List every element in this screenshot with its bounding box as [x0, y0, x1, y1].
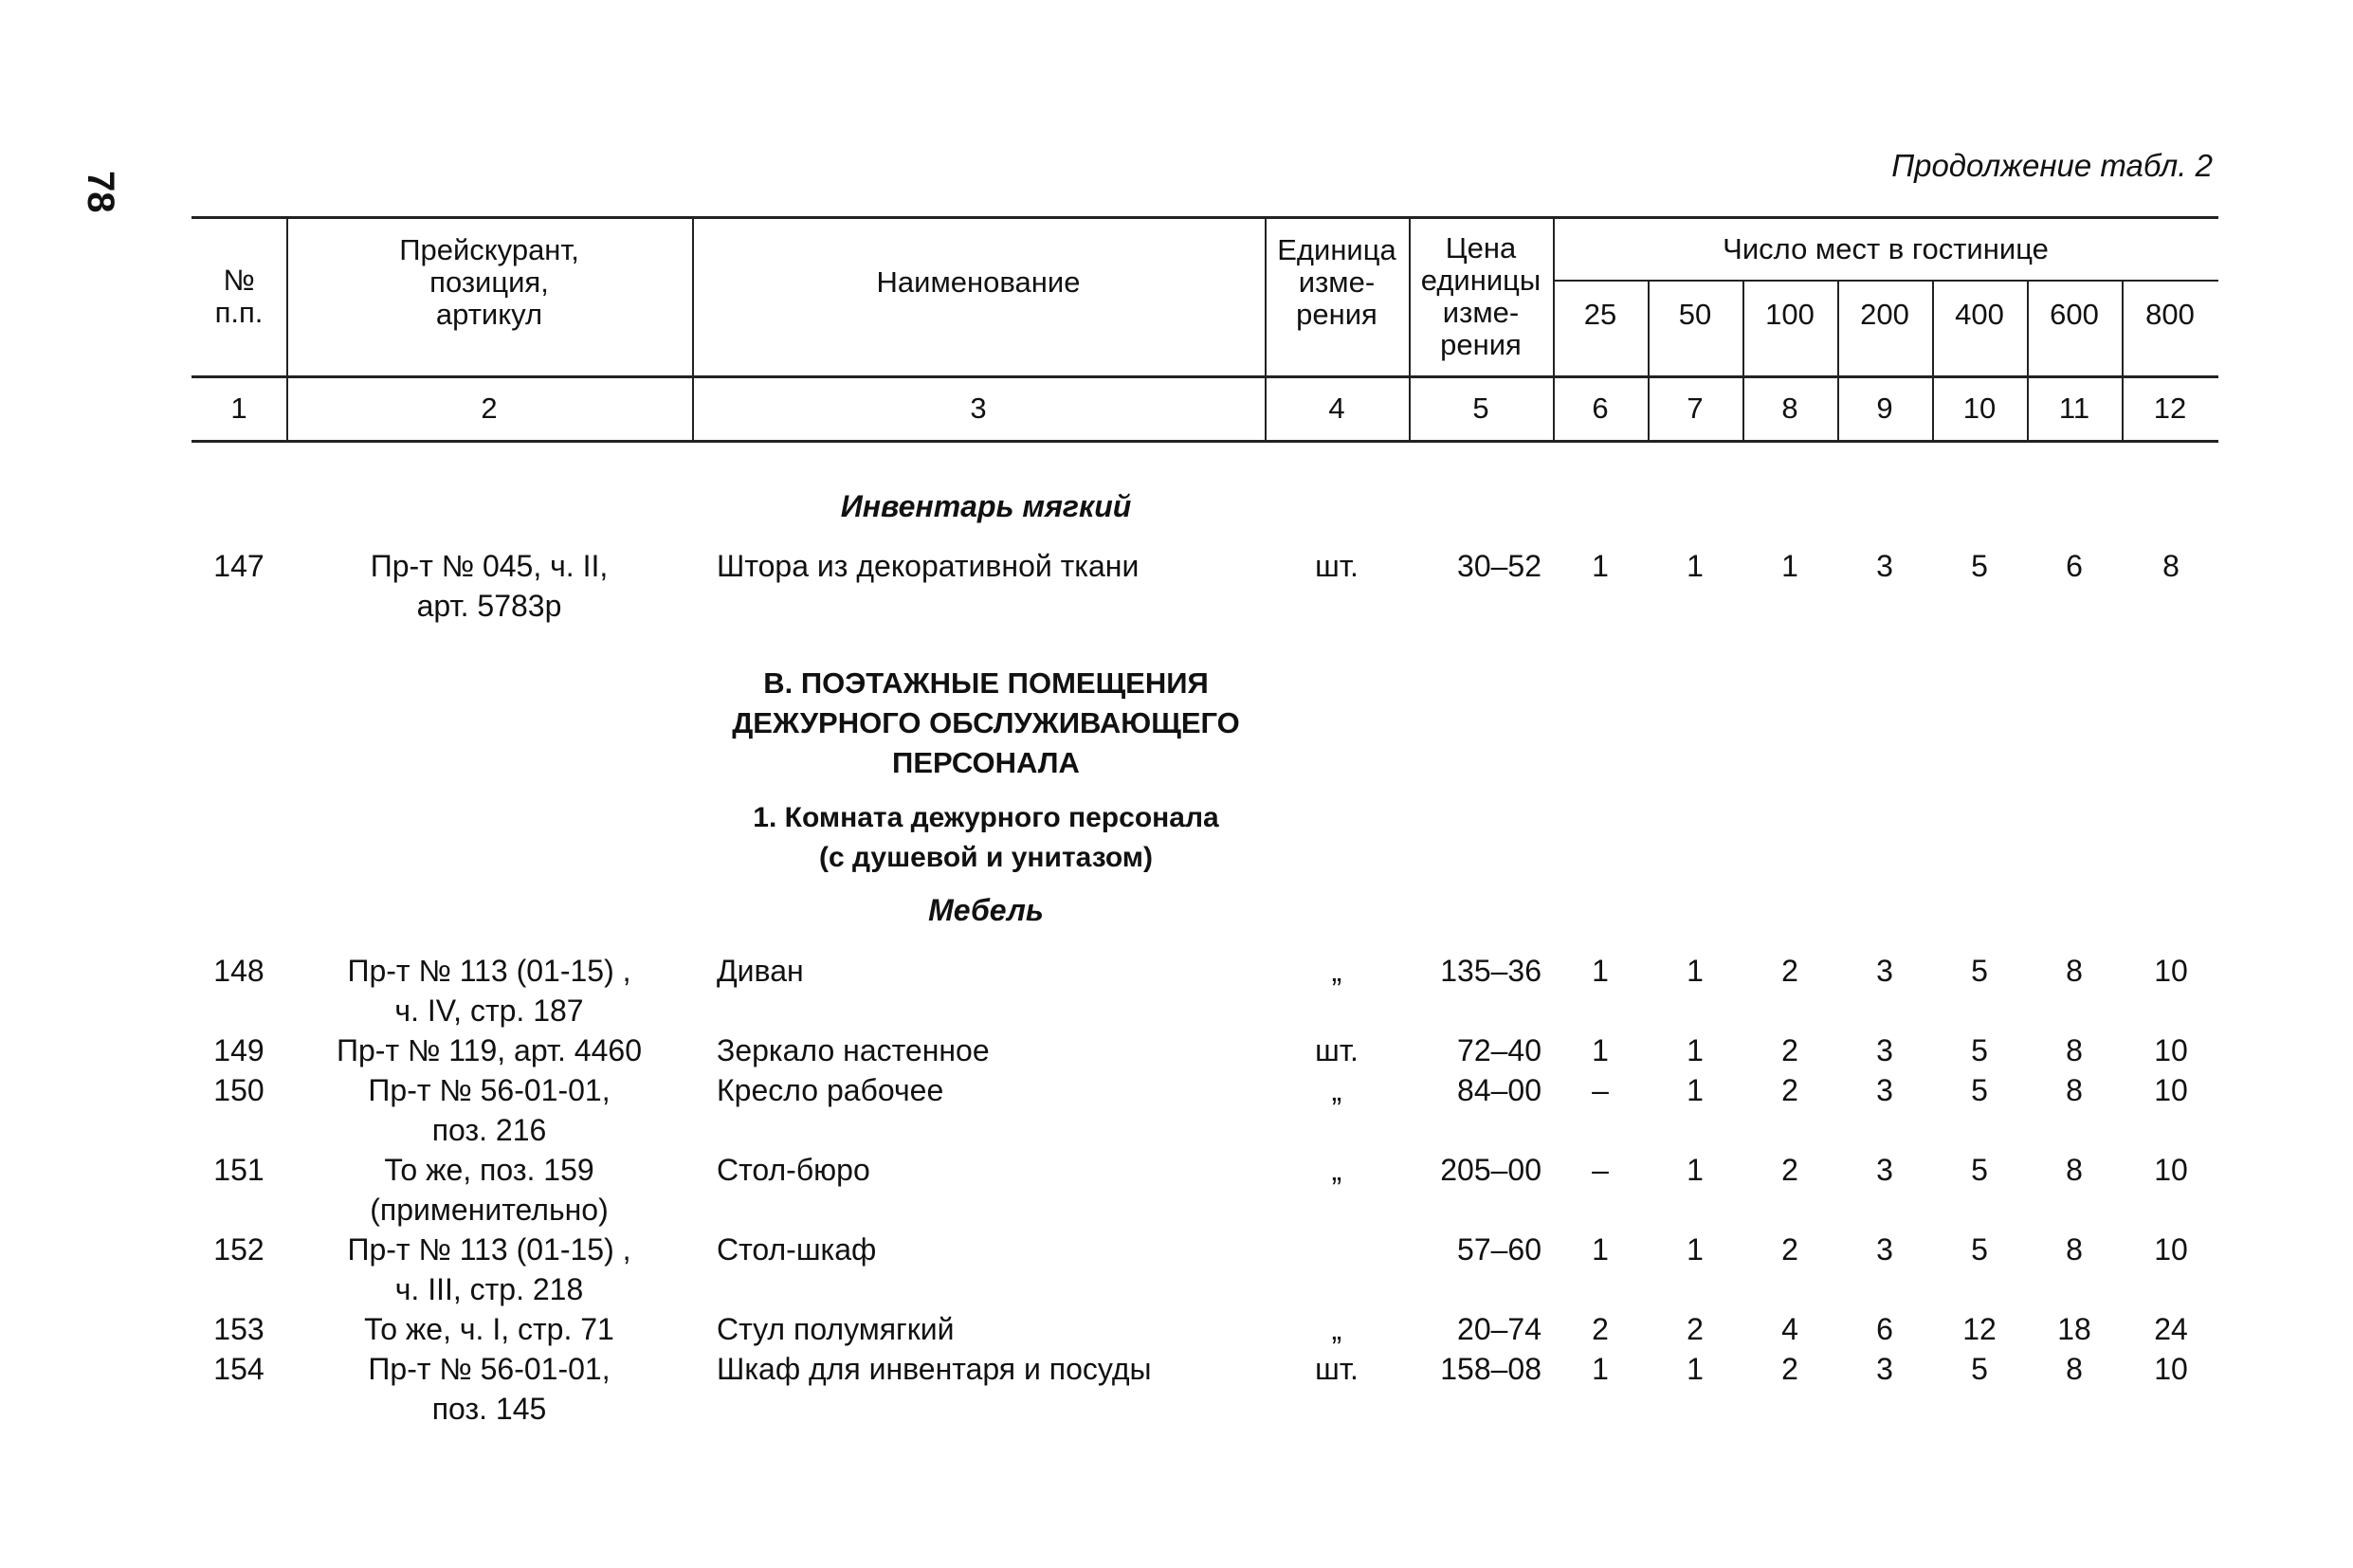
header-seats-50: 50: [1678, 298, 1712, 331]
row-quantity: 6: [2066, 549, 2083, 583]
row-name: Штора из декоративной ткани: [717, 549, 1140, 583]
colnum-8: 8: [1781, 392, 1798, 425]
row-name: Кресло рабочее: [717, 1073, 944, 1107]
row-number: 148: [213, 954, 264, 988]
row-quantity: 8: [2066, 954, 2083, 988]
row-quantity: 4: [1781, 1312, 1798, 1346]
row-quantity: 5: [1971, 1033, 1988, 1067]
row-quantity: 5: [1971, 1153, 1988, 1187]
header-bottom-rule: [192, 440, 2218, 443]
row-price: 57–60: [1457, 1232, 1541, 1267]
row-quantity: –: [1592, 1153, 1609, 1187]
row-quantity: 3: [1876, 1033, 1893, 1067]
row-quantity: 2: [1781, 1352, 1798, 1386]
row-price-list-ref: Пр-т № 113 (01-15) , ч. III, стр. 218: [347, 1232, 631, 1306]
continuation-label: Продолжение табл. 2: [1891, 148, 2213, 183]
colnum-10: 10: [1962, 392, 1997, 425]
page-number: 78: [80, 171, 121, 213]
header-seats-100: 100: [1765, 298, 1815, 331]
row-price: 30–52: [1457, 549, 1541, 583]
row-name: Стол-шкаф: [717, 1232, 877, 1267]
colnum-11: 11: [2058, 392, 2090, 425]
section-room-title: 1. Комната дежурного персонала (с душевой и унитазом): [753, 802, 1219, 873]
colnum-4: 4: [1328, 392, 1345, 425]
header-col-price: Цена единицы изме- рения: [1420, 231, 1541, 361]
row-number: 154: [213, 1352, 264, 1386]
row-number: 149: [213, 1033, 264, 1067]
row-quantity: 8: [2066, 1073, 2083, 1107]
row-quantity: 1: [1687, 1153, 1704, 1187]
row-quantity: 5: [1971, 1232, 1988, 1267]
row-unit: шт.: [1315, 1033, 1359, 1067]
row-number: 151: [213, 1153, 264, 1187]
row-quantity: 1: [1592, 954, 1609, 988]
row-quantity: 8: [2066, 1033, 2083, 1067]
row-quantity: 3: [1876, 1153, 1893, 1187]
row-quantity: 1: [1687, 1033, 1704, 1067]
row-quantity: 1: [1781, 549, 1798, 583]
row-unit: „: [1331, 1153, 1342, 1187]
row-name: Стол-бюро: [717, 1153, 870, 1187]
header-col-unit: Единица изме- рения: [1277, 233, 1396, 331]
colnum-9: 9: [1876, 392, 1893, 425]
row-unit: шт.: [1315, 1352, 1359, 1386]
colnum-12: 12: [2153, 392, 2187, 425]
row-quantity: 5: [1971, 549, 1988, 583]
row-quantity: 2: [1781, 954, 1798, 988]
row-quantity: 2: [1781, 1153, 1798, 1187]
row-quantity: 8: [2066, 1153, 2083, 1187]
header-col-no: № п.п.: [214, 264, 264, 329]
row-price: 72–40: [1457, 1033, 1541, 1067]
row-price: 135–36: [1440, 954, 1541, 988]
row-quantity: 3: [1876, 549, 1893, 583]
header-col-seats-group: Число мест в гостинице: [1723, 231, 2049, 265]
row-quantity: 1: [1592, 1352, 1609, 1386]
header-seats-400: 400: [1955, 298, 2004, 331]
row-quantity: 10: [2154, 1153, 2188, 1187]
row-quantity: 2: [1592, 1312, 1609, 1346]
row-number: 150: [213, 1073, 264, 1107]
row-quantity: 1: [1687, 954, 1704, 988]
row-price-list-ref: То же, ч. I, стр. 71: [364, 1312, 614, 1346]
row-quantity: 2: [1781, 1073, 1798, 1107]
colnum-5: 5: [1472, 392, 1489, 425]
row-quantity: 1: [1592, 1033, 1609, 1067]
row-quantity: 5: [1971, 1352, 1988, 1386]
row-quantity: 3: [1876, 1352, 1893, 1386]
row-number: 153: [213, 1312, 264, 1346]
row-name: Зеркало настенное: [717, 1033, 990, 1067]
header-seats-600: 600: [2050, 298, 2099, 331]
row-quantity: 3: [1876, 1232, 1893, 1267]
section-floor-title: В. ПОЭТАЖНЫЕ ПОМЕЩЕНИЯ ДЕЖУРНОГО ОБСЛУЖИВАЮЩЕГО ПЕРСОНАЛА: [732, 666, 1240, 779]
row-price-list-ref: Пр-т № 56-01-01, поз. 216: [368, 1073, 611, 1147]
colnum-7: 7: [1687, 392, 1704, 425]
row-quantity: 10: [2154, 1073, 2188, 1107]
section-furniture: Мебель: [928, 893, 1044, 927]
row-quantity: 6: [1876, 1312, 1893, 1346]
row-quantity: 3: [1876, 1073, 1893, 1107]
row-price-list-ref: Пр-т № 56-01-01, поз. 145: [368, 1352, 611, 1426]
row-unit: шт.: [1315, 549, 1359, 583]
row-quantity: 2: [1781, 1033, 1798, 1067]
row-quantity: 1: [1592, 549, 1609, 583]
row-price-list-ref: Пр-т № 119, арт. 4460: [337, 1033, 642, 1067]
row-quantity: 2: [1687, 1312, 1704, 1346]
row-unit: „: [1331, 954, 1342, 988]
row-unit: „: [1331, 1312, 1342, 1346]
row-name: Диван: [717, 954, 804, 988]
row-quantity: 5: [1971, 1073, 1988, 1107]
row-price-list-ref: То же, поз. 159 (применительно): [370, 1153, 609, 1227]
header-seats-800: 800: [2145, 298, 2195, 331]
row-quantity: 5: [1971, 954, 1988, 988]
header-seats-25: 25: [1583, 298, 1617, 331]
row-number: 147: [213, 549, 264, 583]
row-quantity: 3: [1876, 954, 1893, 988]
row-price: 20–74: [1457, 1312, 1541, 1346]
header-seats-200: 200: [1860, 298, 1909, 331]
row-unit: „: [1331, 1073, 1342, 1107]
row-quantity: 24: [2154, 1312, 2188, 1346]
row-quantity: 8: [2066, 1352, 2083, 1386]
row-price-list-ref: Пр-т № 113 (01-15) , ч. IV, стр. 187: [347, 954, 631, 1028]
row-quantity: 10: [2154, 1352, 2188, 1386]
colnum-2: 2: [481, 392, 498, 425]
row-quantity: 8: [2066, 1232, 2083, 1267]
colnum-1: 1: [230, 392, 247, 425]
row-price-list-ref: Пр-т № 045, ч. II, арт. 5783р: [370, 549, 609, 623]
row-name: Стул полумягкий: [717, 1312, 955, 1346]
row-quantity: 1: [1592, 1232, 1609, 1267]
row-quantity: 10: [2154, 954, 2188, 988]
row-quantity: –: [1592, 1073, 1609, 1107]
row-quantity: 1: [1687, 1232, 1704, 1267]
row-quantity: 1: [1687, 1352, 1704, 1386]
row-quantity: 12: [1962, 1312, 1997, 1346]
row-price: 84–00: [1457, 1073, 1541, 1107]
row-quantity: 2: [1781, 1232, 1798, 1267]
section-soft-inventory: Инвентарь мягкий: [840, 489, 1132, 523]
row-quantity: 18: [2057, 1312, 2091, 1346]
row-quantity: 10: [2154, 1033, 2188, 1067]
row-quantity: 8: [2162, 549, 2180, 583]
row-quantity: 1: [1687, 549, 1704, 583]
row-price: 158–08: [1440, 1352, 1541, 1386]
colnum-6: 6: [1592, 392, 1609, 425]
row-quantity: 10: [2154, 1232, 2188, 1267]
row-number: 152: [213, 1232, 264, 1267]
header-col-name: Наименование: [876, 265, 1081, 299]
colnum-3: 3: [970, 392, 987, 425]
row-name: Шкаф для инвентаря и посуды: [717, 1352, 1152, 1386]
row-price: 205–00: [1440, 1153, 1541, 1187]
header-col-price-list: Прейскурант, позиция, артикул: [399, 233, 579, 331]
row-quantity: 1: [1687, 1073, 1704, 1107]
